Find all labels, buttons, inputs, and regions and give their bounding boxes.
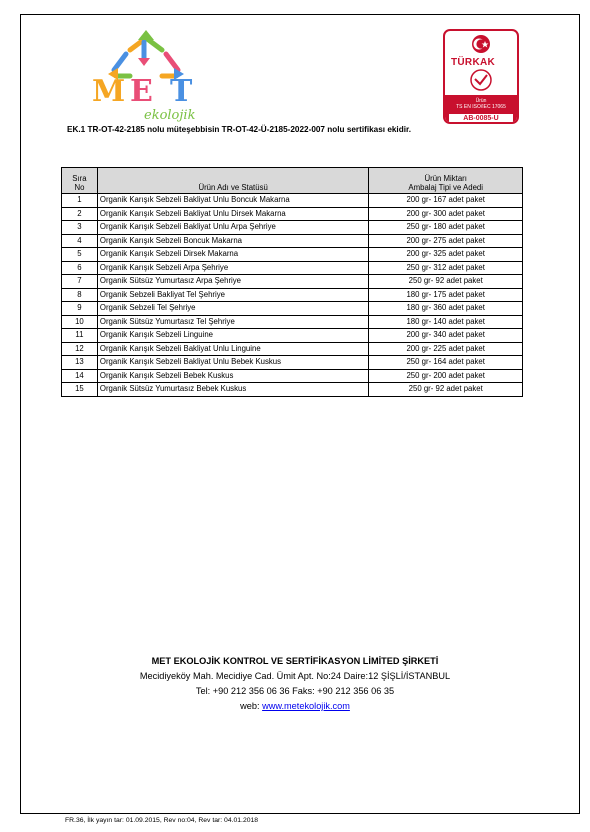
row-qty: 200 gr- 275 adet paket xyxy=(369,234,523,248)
header-qty-line1: Ürün Miktarı xyxy=(424,174,467,183)
company-name: MET EKOLOJİK KONTROL VE SERTİFİKASYON LİMİTED ŞİRKETİ xyxy=(151,656,439,666)
row-name: Organik Sebzeli Tel Şehriye xyxy=(97,302,369,316)
table-row xyxy=(62,383,523,397)
turkak-code: AB-0085-U xyxy=(449,114,513,123)
table-row xyxy=(62,329,523,343)
row-name: Organik Sütsüz Yumurtasız Arpa Şehriye xyxy=(97,275,369,289)
turkak-brand: TÜRKAK xyxy=(451,57,496,68)
header-name: Ürün Adı ve Statüsü xyxy=(97,168,369,194)
row-qty: 250 gr- 92 adet paket xyxy=(369,275,523,289)
logo-letter-t: T xyxy=(170,74,193,109)
table-row xyxy=(62,207,523,221)
row-no: 10 xyxy=(62,315,98,329)
row-name: Organik Karışık Sebzeli Bakliyat Unlu Boncuk Makarna xyxy=(97,194,369,208)
row-no: 1 xyxy=(62,194,98,208)
row-qty: 200 gr- 340 adet paket xyxy=(369,329,523,343)
row-no: 7 xyxy=(62,275,98,289)
table-row xyxy=(62,342,523,356)
table-row xyxy=(62,234,523,248)
row-no: 14 xyxy=(62,369,98,383)
form-footer: FR.36, İlk yayın tar: 01.09.2015, Rev no:04, Rev tar: 04.01.2018 xyxy=(65,817,259,824)
table-row xyxy=(62,275,523,289)
table-header-row xyxy=(62,168,523,194)
row-name: Organik Sebzeli Bakliyat Tel Şehriye xyxy=(97,288,369,302)
row-name: Organik Sütsüz Yumurtasız Tel Şehriye xyxy=(97,315,369,329)
header-no-line2: No xyxy=(74,183,85,192)
row-name: Organik Karışık Sebzeli Boncuk Makarna xyxy=(97,234,369,248)
row-no: 5 xyxy=(62,248,98,262)
row-no: 15 xyxy=(62,383,98,397)
row-qty: 200 gr- 300 adet paket xyxy=(369,207,523,221)
turkak-accreditation-badge xyxy=(443,29,519,124)
document-heading: EK.1 TR-OT-42-2185 nolu müteşebbisin TR-OT-42-Ü-2185-2022-007 nolu sertifikası ekidir. xyxy=(67,125,411,134)
row-name: Organik Karışık Sebzeli Bakliyat Unlu Arpa Şehriye xyxy=(97,221,369,235)
row-no: 3 xyxy=(62,221,98,235)
product-table xyxy=(61,167,523,397)
row-qty: 180 gr- 360 adet paket xyxy=(369,302,523,316)
company-info xyxy=(40,654,550,714)
row-qty: 200 gr- 167 adet paket xyxy=(369,194,523,208)
row-no: 8 xyxy=(62,288,98,302)
company-address: Mecidiyeköy Mah. Mecidiye Cad. Ümit Apt. No:24 Daire:12 ŞİŞLİ/İSTANBUL xyxy=(139,671,451,681)
header-qty-line2: Ambalaj Tipi ve Adedi xyxy=(408,183,483,192)
row-no: 6 xyxy=(62,261,98,275)
row-qty: 250 gr- 200 adet paket xyxy=(369,369,523,383)
table-row xyxy=(62,356,523,370)
header-no xyxy=(62,168,98,194)
row-no: 2 xyxy=(62,207,98,221)
row-qty: 200 gr- 325 adet paket xyxy=(369,248,523,262)
website-link[interactable]: www.metekolojik.com xyxy=(262,701,350,711)
logo-letter-m: M xyxy=(92,74,126,109)
row-qty: 200 gr- 225 adet paket xyxy=(369,342,523,356)
table-row xyxy=(62,261,523,275)
row-no: 11 xyxy=(62,329,98,343)
row-no: 13 xyxy=(62,356,98,370)
row-qty: 250 gr- 92 adet paket xyxy=(369,383,523,397)
table-row xyxy=(62,315,523,329)
row-no: 4 xyxy=(62,234,98,248)
turkak-standard: TS EN ISO/IEC 17065 xyxy=(456,104,506,110)
table-row xyxy=(62,221,523,235)
company-web xyxy=(40,699,550,714)
row-name: Organik Karışık Sebzeli Bakliyat Unlu Bebek Kuskus xyxy=(97,356,369,370)
table-row xyxy=(62,248,523,262)
table-row xyxy=(62,288,523,302)
table-row xyxy=(62,369,523,383)
company-phone: Tel: +90 212 356 06 36 Faks: +90 212 356 06 35 xyxy=(195,686,395,696)
turkak-label: Ürün xyxy=(475,98,487,104)
row-name: Organik Karışık Sebzeli Bebek Kuskus xyxy=(97,369,369,383)
logo-subtitle: ekolojik xyxy=(144,108,196,123)
row-name: Organik Karışık Sebzeli Linguine xyxy=(97,329,369,343)
header-qty xyxy=(369,168,523,194)
met-ekolojik-logo xyxy=(86,30,206,126)
row-no: 9 xyxy=(62,302,98,316)
table-row xyxy=(62,194,523,208)
row-name: Organik Karışık Sebzeli Bakliyat Unlu Dirsek Makarna xyxy=(97,207,369,221)
row-qty: 180 gr- 140 adet paket xyxy=(369,315,523,329)
table-row xyxy=(62,302,523,316)
row-qty: 250 gr- 164 adet paket xyxy=(369,356,523,370)
row-qty: 250 gr- 312 adet paket xyxy=(369,261,523,275)
row-name: Organik Karışık Sebzeli Arpa Şehriye xyxy=(97,261,369,275)
row-qty: 250 gr- 180 adet paket xyxy=(369,221,523,235)
row-no: 12 xyxy=(62,342,98,356)
table-body xyxy=(62,194,523,397)
row-name: Organik Karışık Sebzeli Dirsek Makarna xyxy=(97,248,369,262)
row-name: Organik Karışık Sebzeli Bakliyat Unlu Linguine xyxy=(97,342,369,356)
row-qty: 180 gr- 175 adet paket xyxy=(369,288,523,302)
row-name: Organik Sütsüz Yumurtasız Bebek Kuskus xyxy=(97,383,369,397)
web-label: web: xyxy=(240,701,260,711)
header-no-line1: Sıra xyxy=(72,174,87,183)
logo-letter-e: E xyxy=(130,74,153,109)
